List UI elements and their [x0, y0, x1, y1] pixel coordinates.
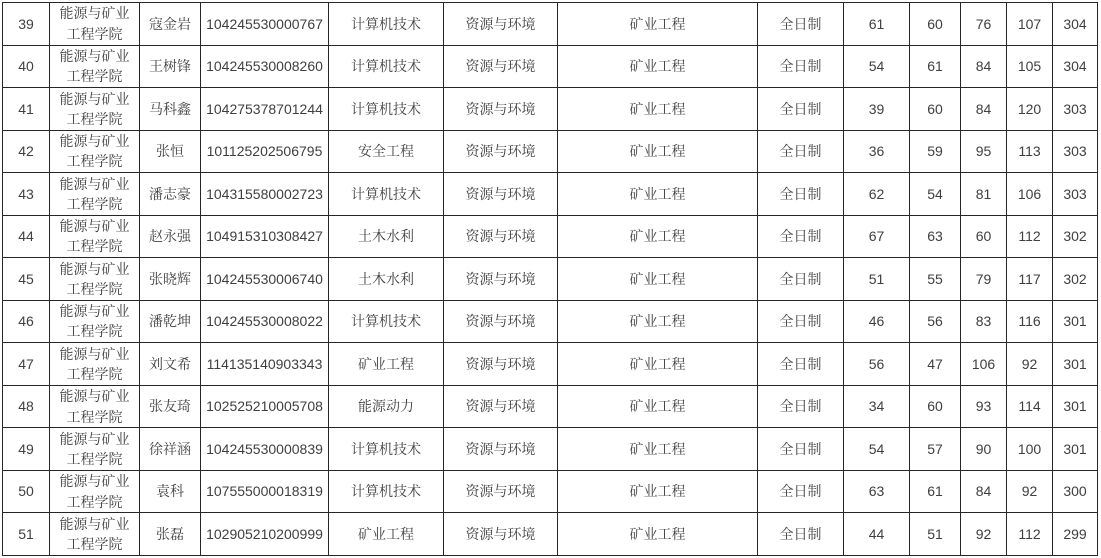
cell-row-number: 48	[3, 385, 50, 428]
cell-score-4: 112	[1007, 215, 1053, 258]
cell-program: 矿业工程	[558, 173, 758, 216]
cell-row-number: 40	[3, 45, 50, 88]
cell-score-4: 116	[1007, 300, 1053, 343]
cell-row-number: 45	[3, 258, 50, 301]
cell-score-4: 107	[1007, 3, 1053, 46]
cell-score-2: 61	[910, 45, 961, 88]
cell-score-1: 34	[844, 385, 910, 428]
table-row	[3, 215, 1098, 258]
college-text: 能源与矿业工程学院	[59, 515, 130, 553]
table-row	[3, 428, 1098, 471]
cell-score-2: 51	[910, 513, 961, 556]
cell-score-4: 92	[1007, 470, 1053, 513]
cell-score-4: 105	[1007, 45, 1053, 88]
cell-candidate-no: 104915310308427	[201, 215, 329, 258]
cell-score-4: 106	[1007, 173, 1053, 216]
cell-score-4: 100	[1007, 428, 1053, 471]
cell-score-2: 63	[910, 215, 961, 258]
cell-score-1: 51	[844, 258, 910, 301]
cell-score-1: 44	[844, 513, 910, 556]
cell-candidate-no: 104245530008022	[201, 300, 329, 343]
admission-table-container	[2, 2, 1097, 556]
cell-college	[50, 343, 140, 386]
cell-student-name: 赵永强	[140, 215, 201, 258]
table-row	[3, 3, 1098, 46]
cell-total-score: 299	[1053, 513, 1098, 556]
cell-total-score: 303	[1053, 88, 1098, 131]
cell-score-2: 60	[910, 3, 961, 46]
cell-category: 资源与环境	[444, 428, 558, 471]
table-row	[3, 343, 1098, 386]
cell-category: 资源与环境	[444, 45, 558, 88]
cell-candidate-no: 102525210005708	[201, 385, 329, 428]
cell-study-mode: 全日制	[758, 300, 844, 343]
cell-college	[50, 88, 140, 131]
cell-category: 资源与环境	[444, 470, 558, 513]
cell-study-mode: 全日制	[758, 258, 844, 301]
cell-row-number: 49	[3, 428, 50, 471]
cell-study-mode: 全日制	[758, 130, 844, 173]
cell-score-3: 81	[961, 173, 1007, 216]
college-text: 能源与矿业工程学院	[59, 388, 130, 425]
college-text: 能源与矿业工程学院	[59, 218, 130, 255]
cell-major: 计算机技术	[329, 173, 444, 216]
cell-program: 矿业工程	[558, 385, 758, 428]
cell-category: 资源与环境	[444, 173, 558, 216]
cell-major: 土木水利	[329, 258, 444, 301]
cell-candidate-no: 101125202506795	[201, 130, 329, 173]
cell-student-name: 王树锋	[140, 45, 201, 88]
college-text: 能源与矿业工程学院	[59, 260, 130, 297]
cell-total-score: 301	[1053, 300, 1098, 343]
college-text: 能源与矿业工程学院	[59, 90, 130, 127]
cell-program: 矿业工程	[558, 428, 758, 471]
cell-college	[50, 215, 140, 258]
table-row	[3, 513, 1098, 556]
cell-major: 土木水利	[329, 215, 444, 258]
cell-category: 资源与环境	[444, 343, 558, 386]
cell-major: 计算机技术	[329, 45, 444, 88]
college-text: 能源与矿业工程学院	[59, 175, 130, 212]
cell-total-score: 300	[1053, 470, 1098, 513]
cell-study-mode: 全日制	[758, 3, 844, 46]
cell-score-2: 60	[910, 88, 961, 131]
cell-program: 矿业工程	[558, 3, 758, 46]
cell-category: 资源与环境	[444, 258, 558, 301]
cell-score-3: 84	[961, 470, 1007, 513]
cell-candidate-no: 104245530000767	[201, 3, 329, 46]
cell-score-4: 117	[1007, 258, 1053, 301]
cell-candidate-no: 104245530008260	[201, 45, 329, 88]
cell-row-number: 41	[3, 88, 50, 131]
table-row	[3, 130, 1098, 173]
cell-study-mode: 全日制	[758, 45, 844, 88]
cell-program: 矿业工程	[558, 130, 758, 173]
cell-study-mode: 全日制	[758, 428, 844, 471]
cell-study-mode: 全日制	[758, 173, 844, 216]
cell-candidate-no: 114135140903343	[201, 343, 329, 386]
cell-score-2: 61	[910, 470, 961, 513]
cell-total-score: 301	[1053, 428, 1098, 471]
cell-college	[50, 45, 140, 88]
cell-score-1: 39	[844, 88, 910, 131]
cell-score-1: 56	[844, 343, 910, 386]
cell-study-mode: 全日制	[758, 385, 844, 428]
cell-program: 矿业工程	[558, 343, 758, 386]
cell-row-number: 44	[3, 215, 50, 258]
cell-major: 矿业工程	[329, 343, 444, 386]
cell-score-1: 36	[844, 130, 910, 173]
cell-score-1: 61	[844, 3, 910, 46]
cell-college	[50, 513, 140, 556]
table-body	[3, 3, 1098, 556]
cell-score-3: 84	[961, 88, 1007, 131]
cell-score-3: 83	[961, 300, 1007, 343]
table-row	[3, 88, 1098, 131]
cell-college	[50, 173, 140, 216]
cell-score-2: 60	[910, 385, 961, 428]
college-text: 能源与矿业工程学院	[59, 48, 130, 85]
cell-score-4: 92	[1007, 343, 1053, 386]
cell-study-mode: 全日制	[758, 215, 844, 258]
college-text: 能源与矿业工程学院	[59, 133, 130, 170]
college-text: 能源与矿业工程学院	[59, 5, 130, 42]
cell-score-1: 46	[844, 300, 910, 343]
cell-category: 资源与环境	[444, 513, 558, 556]
cell-major: 计算机技术	[329, 3, 444, 46]
table-row	[3, 470, 1098, 513]
table-row	[3, 258, 1098, 301]
cell-score-3: 90	[961, 428, 1007, 471]
cell-student-name: 张晓辉	[140, 258, 201, 301]
cell-score-2: 57	[910, 428, 961, 471]
cell-score-4: 120	[1007, 88, 1053, 131]
cell-major: 安全工程	[329, 130, 444, 173]
cell-category: 资源与环境	[444, 88, 558, 131]
cell-score-2: 56	[910, 300, 961, 343]
cell-candidate-no: 102905210200999	[201, 513, 329, 556]
cell-score-3: 92	[961, 513, 1007, 556]
cell-total-score: 302	[1053, 215, 1098, 258]
admission-results-table	[2, 2, 1098, 556]
cell-program: 矿业工程	[558, 215, 758, 258]
cell-candidate-no: 107555000018319	[201, 470, 329, 513]
cell-score-2: 47	[910, 343, 961, 386]
cell-total-score: 301	[1053, 343, 1098, 386]
cell-score-4: 112	[1007, 513, 1053, 556]
college-text: 能源与矿业工程学院	[59, 345, 130, 383]
cell-college	[50, 3, 140, 46]
cell-score-4: 114	[1007, 385, 1053, 428]
cell-category: 资源与环境	[444, 3, 558, 46]
cell-row-number: 50	[3, 470, 50, 513]
cell-college	[50, 258, 140, 301]
cell-program: 矿业工程	[558, 258, 758, 301]
cell-score-1: 54	[844, 45, 910, 88]
cell-study-mode: 全日制	[758, 88, 844, 131]
cell-study-mode: 全日制	[758, 470, 844, 513]
cell-program: 矿业工程	[558, 513, 758, 556]
cell-total-score: 303	[1053, 130, 1098, 173]
cell-student-name: 张恒	[140, 130, 201, 173]
cell-college	[50, 300, 140, 343]
college-text: 能源与矿业工程学院	[59, 430, 130, 468]
cell-student-name: 潘志豪	[140, 173, 201, 216]
cell-study-mode: 全日制	[758, 513, 844, 556]
cell-student-name: 刘文希	[140, 343, 201, 386]
table-row	[3, 45, 1098, 88]
cell-student-name: 张友琦	[140, 385, 201, 428]
cell-score-1: 63	[844, 470, 910, 513]
cell-major: 矿业工程	[329, 513, 444, 556]
cell-category: 资源与环境	[444, 215, 558, 258]
cell-student-name: 徐祥涵	[140, 428, 201, 471]
cell-score-3: 84	[961, 45, 1007, 88]
table-row	[3, 300, 1098, 343]
cell-row-number: 47	[3, 343, 50, 386]
cell-student-name: 寇金岩	[140, 3, 201, 46]
cell-major: 计算机技术	[329, 428, 444, 471]
table-row	[3, 385, 1098, 428]
cell-score-2: 55	[910, 258, 961, 301]
cell-program: 矿业工程	[558, 300, 758, 343]
cell-major: 计算机技术	[329, 88, 444, 131]
cell-program: 矿业工程	[558, 470, 758, 513]
cell-category: 资源与环境	[444, 130, 558, 173]
cell-total-score: 301	[1053, 385, 1098, 428]
cell-candidate-no: 104275378701244	[201, 88, 329, 131]
cell-row-number: 43	[3, 173, 50, 216]
cell-student-name: 潘乾坤	[140, 300, 201, 343]
cell-score-3: 79	[961, 258, 1007, 301]
cell-score-2: 54	[910, 173, 961, 216]
cell-row-number: 42	[3, 130, 50, 173]
college-text: 能源与矿业工程学院	[59, 473, 130, 510]
cell-total-score: 304	[1053, 45, 1098, 88]
college-text: 能源与矿业工程学院	[59, 303, 130, 340]
cell-student-name: 袁科	[140, 470, 201, 513]
cell-row-number: 51	[3, 513, 50, 556]
cell-major: 能源动力	[329, 385, 444, 428]
cell-score-3: 60	[961, 215, 1007, 258]
cell-major: 计算机技术	[329, 470, 444, 513]
table-row	[3, 173, 1098, 216]
cell-score-4: 113	[1007, 130, 1053, 173]
cell-student-name: 张磊	[140, 513, 201, 556]
cell-score-1: 67	[844, 215, 910, 258]
cell-program: 矿业工程	[558, 88, 758, 131]
cell-score-1: 62	[844, 173, 910, 216]
cell-row-number: 39	[3, 3, 50, 46]
cell-program: 矿业工程	[558, 45, 758, 88]
cell-student-name: 马科鑫	[140, 88, 201, 131]
cell-category: 资源与环境	[444, 300, 558, 343]
cell-score-3: 106	[961, 343, 1007, 386]
cell-score-2: 59	[910, 130, 961, 173]
cell-college	[50, 428, 140, 471]
cell-college	[50, 130, 140, 173]
cell-row-number: 46	[3, 300, 50, 343]
cell-category: 资源与环境	[444, 385, 558, 428]
cell-score-3: 76	[961, 3, 1007, 46]
cell-candidate-no: 104315580002723	[201, 173, 329, 216]
cell-candidate-no: 104245530006740	[201, 258, 329, 301]
cell-total-score: 302	[1053, 258, 1098, 301]
cell-score-1: 54	[844, 428, 910, 471]
cell-study-mode: 全日制	[758, 343, 844, 386]
cell-college	[50, 385, 140, 428]
cell-score-3: 95	[961, 130, 1007, 173]
cell-total-score: 304	[1053, 3, 1098, 46]
cell-candidate-no: 104245530000839	[201, 428, 329, 471]
cell-score-3: 93	[961, 385, 1007, 428]
cell-total-score: 303	[1053, 173, 1098, 216]
cell-college	[50, 470, 140, 513]
cell-major: 计算机技术	[329, 300, 444, 343]
